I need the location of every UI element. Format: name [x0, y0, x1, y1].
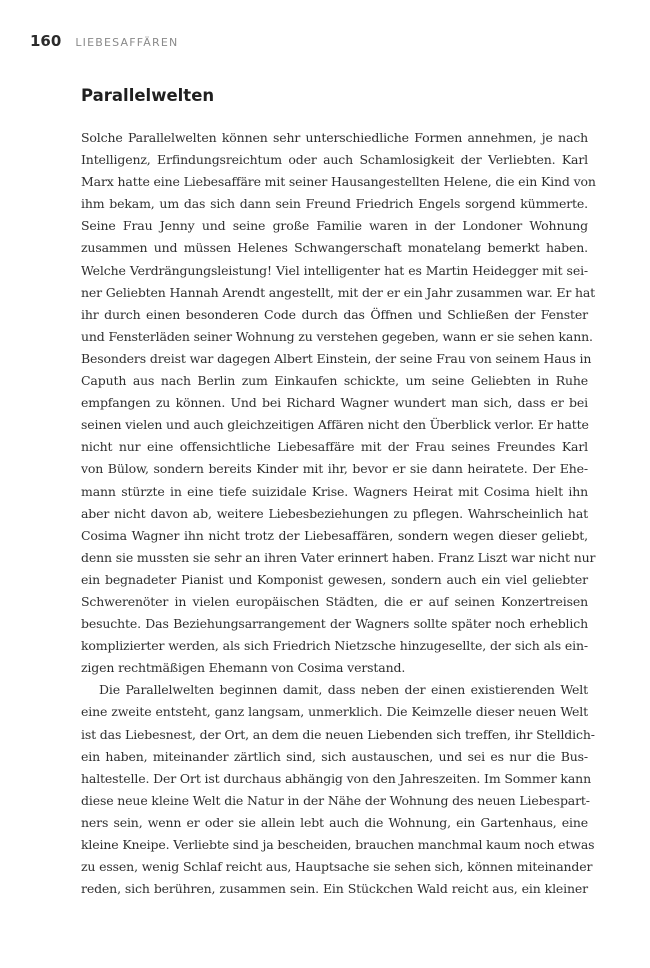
text-line: Seine Frau Jenny und seine große Familie waren in der Londoner Wohnung: [81, 218, 588, 234]
text-line: ist das Liebesnest, der Ort, an dem die neuen Liebenden sich treffen, ihr Stelldich-: [81, 726, 595, 742]
text-line: haltestelle. Der Ort ist durchaus abhängig von den Jahreszeiten. Im Sommer kann: [81, 770, 591, 786]
text-line: zu essen, wenig Schlaf reicht aus, Hauptsache sie sehen sich, können miteinander: [81, 859, 593, 875]
text-line: und Fensterläden seiner Wohnung zu verstehen gegeben, wann er sie sehen kann.: [81, 328, 593, 344]
text-line: ners sein, wenn er oder sie allein lebt auch die Wohnung, ein Gartenhaus, eine: [81, 814, 588, 830]
text-line: nicht nur eine offensichtliche Liebesaffäre mit der Frau seines Freundes Karl: [81, 439, 588, 455]
running-head: [30, 32, 178, 54]
text-line: reden, sich berühren, zusammen sein. Ein Stückchen Wald reicht aus, ein kleiner: [81, 881, 588, 897]
text-line: Solche Parallelwelten können sehr unterschiedliche Formen annehmen, je nach: [81, 130, 588, 145]
text-line: Marx hatte eine Liebesaffäre mit seiner Hausangestellten Helene, die ein Kind von: [81, 174, 596, 190]
text-line: ein begnadeter Pianist und Komponist gewesen, sondern auch ein viel geliebter: [81, 571, 588, 587]
running-title: LIEBESAFFÄREN: [75, 36, 179, 49]
text-line: zigen rechtmäßigen Ehemann von Cosima verstand.: [81, 660, 406, 676]
text-line: seinen vielen und auch gleichzeitigen Affären nicht den Überblick verlor. Er hatte: [81, 417, 589, 433]
page-number: 160: [30, 32, 62, 50]
body-text: [81, 127, 596, 900]
text-line: aber nicht davon ab, weitere Liebesbeziehungen zu pflegen. Wahrscheinlich hat: [81, 505, 588, 521]
text-line: Cosima Wagner ihn nicht trotz der Liebesaffären, sondern wegen dieser geliebt,: [81, 527, 588, 543]
text-line: ein haben, miteinander zärtlich sind, sich austauschen, und sei es nur die Bus-: [81, 748, 588, 764]
text-line: ihm bekam, um das sich dann sein Freund Friedrich Engels sorgend kümmerte.: [81, 196, 588, 212]
text-line: besuchte. Das Beziehungsarrangement der Wagners sollte später noch erheblich: [81, 616, 588, 632]
text-line: von Bülow, sondern bereits Kinder mit ihr, bevor er sie dann heiratete. Der Ehe-: [81, 461, 588, 477]
paragraph: [81, 127, 596, 679]
text-line: ihr durch einen besonderen Code durch das Öffnen und Schließen der Fenster: [81, 306, 588, 322]
text-line: diese neue kleine Welt die Natur in der Nähe der Wohnung des neuen Liebespart-: [81, 792, 590, 808]
text-line: Caputh aus nach Berlin zum Einkaufen schickte, um seine Geliebten in Ruhe: [81, 373, 588, 389]
text-line: Besonders dreist war dagegen Albert Einstein, der seine Frau von seinem Haus in: [81, 350, 592, 366]
text-line: zusammen und müssen Helenes Schwangerschaft monatelang bemerkt haben.: [81, 240, 588, 256]
text-line: komplizierter werden, als sich Friedrich Nietzsche hinzugesellte, der sich als ein-: [81, 638, 588, 654]
text-line: Schwerenöter in vielen europäischen Städten, die er auf seinen Konzertreisen: [81, 593, 588, 609]
text-line: ner Geliebten Hannah Arendt angestellt, mit der er ein Jahr zusammen war. Er hat: [81, 284, 596, 300]
paragraph: [81, 679, 595, 900]
text-line: Intelligenz, Erfindungsreichtum oder auch Schamlosigkeit der Verliebten. Karl: [81, 152, 588, 168]
text-line: Die Parallelwelten beginnen damit, dass neben der einen existierenden Welt: [99, 682, 588, 698]
text-line: mann stürzte in eine tiefe suizidale Krise. Wagners Heirat mit Cosima hielt ihn: [81, 483, 588, 499]
text-line: eine zweite entsteht, ganz langsam, unmerklich. Die Keimzelle dieser neuen Welt: [81, 704, 588, 720]
section-heading: Parallelwelten: [81, 86, 215, 105]
text-line: empfangen zu können. Und bei Richard Wagner wundert man sich, dass er bei: [81, 395, 588, 411]
text-line: kleine Kneipe. Verliebte sind ja bescheiden, brauchen manchmal kaum noch etwas: [81, 837, 595, 852]
text-line: denn sie mussten sie sehr an ihren Vater erinnert haben. Franz Liszt war nicht nur: [81, 549, 596, 565]
text-line: Welche Verdrängungsleistung! Viel intelligenter hat es Martin Heidegger mit sei-: [81, 262, 588, 278]
